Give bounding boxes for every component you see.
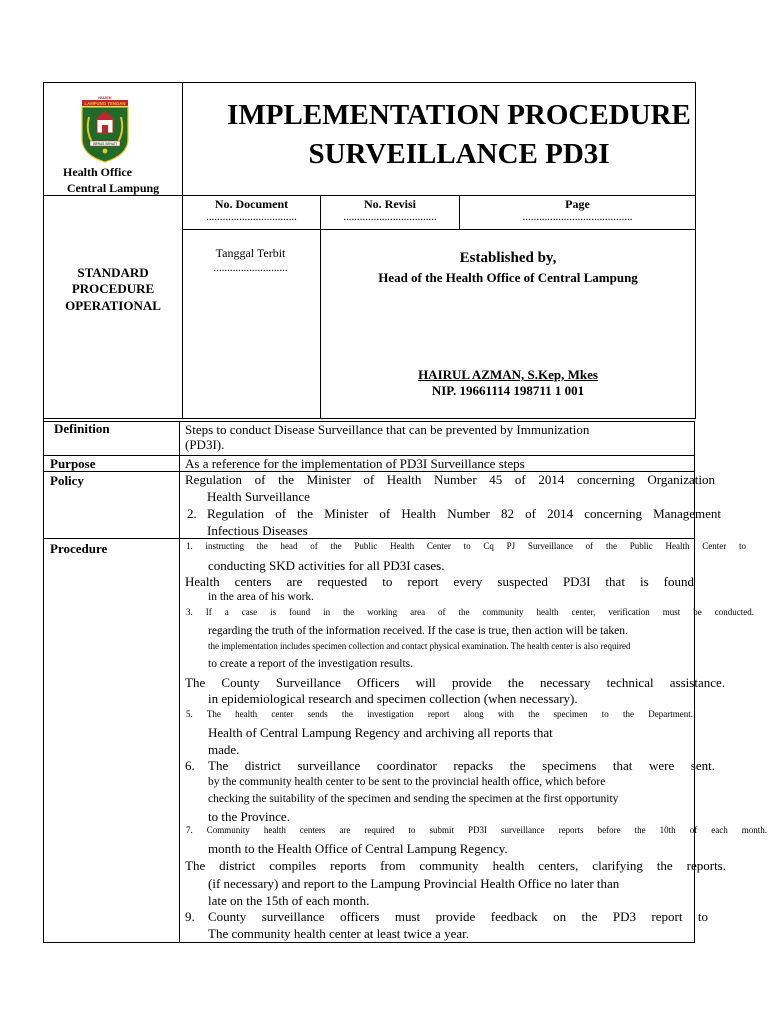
procedure-step-9: County surveillance officers must provide feedback on the PD3 report to (208, 909, 708, 924)
policy-item-1: Regulation of the Minister of Health Number 45 of 2014 concerning Organization (185, 472, 715, 487)
procedure-step-4-cont: in epidemiological research and specimen collection (when necessary). (208, 691, 578, 706)
meta-divider (182, 229, 696, 230)
procedure-step-3-b: regarding the truth of the information received. If the case is true, then action will be taken. (208, 625, 628, 637)
definition-text-line1: Steps to conduct Disease Surveillance that can be prevented by Immunization (185, 422, 590, 437)
procedure-step-2-cont: in the area of his work. (208, 591, 315, 603)
logo-motto-bottom: BERAS SEHATI (93, 142, 117, 146)
procedure-step-3-c: the implementation includes specimen collection and contact physical examination. The health center is also required (208, 641, 631, 651)
page-value: ........................................ (522, 211, 633, 223)
issue-date-label: Tanggal Terbit (215, 246, 286, 260)
procedure-step-5: 5. The health center sends the investigation report along with the specimen to the Department. (186, 709, 693, 719)
procedure-label: Procedure (50, 541, 108, 556)
procedure-step-6-b: by the community health center to be sent to the provincial health office, which before (208, 776, 606, 788)
procedure-step-6-d: to the Province. (208, 809, 290, 824)
table-border-bottom (43, 942, 695, 943)
issue-date-value: ........................... (213, 262, 288, 274)
definition-label: Definition (54, 421, 110, 436)
body-col-divider (179, 421, 180, 943)
policy-item-1-cont: Health Surveillance (207, 489, 310, 504)
document-title-line2: SURVEILLANCE PD3I (308, 138, 610, 170)
procedure-step-8: The district compiles reports from community health centers, clarifying the reports. (185, 858, 726, 873)
policy-label: Policy (50, 473, 84, 488)
signatory-name: HAIRUL AZMAN, S.Kep, Mkes (418, 367, 598, 382)
policy-item-2-cont: Infectious Diseases (207, 523, 308, 538)
no-revisi-value: .................................. (343, 211, 437, 223)
procedure-step-8-b: (if necessary) and report to the Lampung Provincial Health Office no later than (208, 876, 620, 891)
procedure-step-1: 1. instructing the head of the Public Health Center to Cq PJ Surveillance of the Public Health Center to (186, 541, 746, 551)
procedure-step-8-c: late on the 15th of each month. (208, 893, 370, 908)
procedure-step-4: The County Surveillance Officers will provide the necessary technical assistance. (185, 675, 725, 690)
procedure-step-1-cont: conducting SKD activities for all PD3I cases. (208, 558, 445, 573)
no-document-label: No. Document (214, 197, 289, 211)
signatory-nip: NIP. 19661114 198711 1 001 (431, 383, 585, 398)
established-position: Head of the Health Office of Central Lampung (378, 270, 638, 285)
page-label: Page (565, 197, 590, 211)
procedure-step-3: 3. If a case is found in the working area of the community health center, verification must be conducted. (186, 607, 754, 617)
logo-banner-text: LAMPUNG TENGAN (84, 100, 126, 106)
procedure-top (43, 538, 695, 539)
established-by: Established by, (459, 250, 557, 266)
org-name-line1: Health Office (63, 165, 132, 179)
procedure-step-7-cont: month to the Health Office of Central Lampung Regency. (208, 841, 508, 856)
regency-emblem-logo (80, 95, 130, 163)
definition-text-line2: (PD3I). (185, 437, 225, 452)
no-revisi-label: No. Revisi (364, 197, 416, 211)
policy-item-2: Regulation of the Minister of Health Number 82 of 2014 concerning Management (207, 506, 721, 521)
procedure-step-5-c: made. (208, 742, 240, 757)
procedure-step-2: Health centers are requested to report every suspected PD3I that is found (185, 574, 694, 589)
policy-item-2-num: 2. (187, 506, 197, 521)
logo-motto-top: NUJEK (98, 95, 112, 100)
purpose-label: Purpose (50, 456, 96, 471)
procedure-step-6-c: checking the suitability of the specimen and sending the specimen at the first opportunity (208, 793, 619, 805)
border-left (43, 82, 44, 943)
procedure-step-3-d: to create a report of the investigation results. (208, 658, 414, 670)
procedure-step-6: The district surveillance coordinator repacks the specimens that were sent. (208, 758, 715, 773)
org-name-line2: Central Lampung (66, 181, 160, 195)
header-bottom (43, 418, 696, 419)
sop-line1: STANDARD (77, 265, 149, 280)
procedure-step-5-b: Health of Central Lampung Regency and archiving all reports that (208, 725, 553, 740)
no-document-value: ................................. (206, 211, 297, 223)
sop-line2: PROCEDURE (71, 281, 155, 296)
sop-line3: OPERATIONAL (65, 298, 161, 313)
table-border-top (43, 82, 696, 83)
purpose-text: As a reference for the implementation of PD3I Surveillance steps (185, 456, 525, 471)
procedure-step-9-num: 9. (185, 909, 195, 924)
procedure-step-6-num: 6. (185, 758, 195, 773)
document-title-line1: IMPLEMENTATION PROCEDURE (227, 99, 691, 131)
procedure-step-9-cont: The community health center at least twice a year. (208, 926, 469, 941)
procedure-step-7: 7. Community health centers are required to submit PD3I surveillance reports before the 10th of each month. (186, 825, 767, 835)
